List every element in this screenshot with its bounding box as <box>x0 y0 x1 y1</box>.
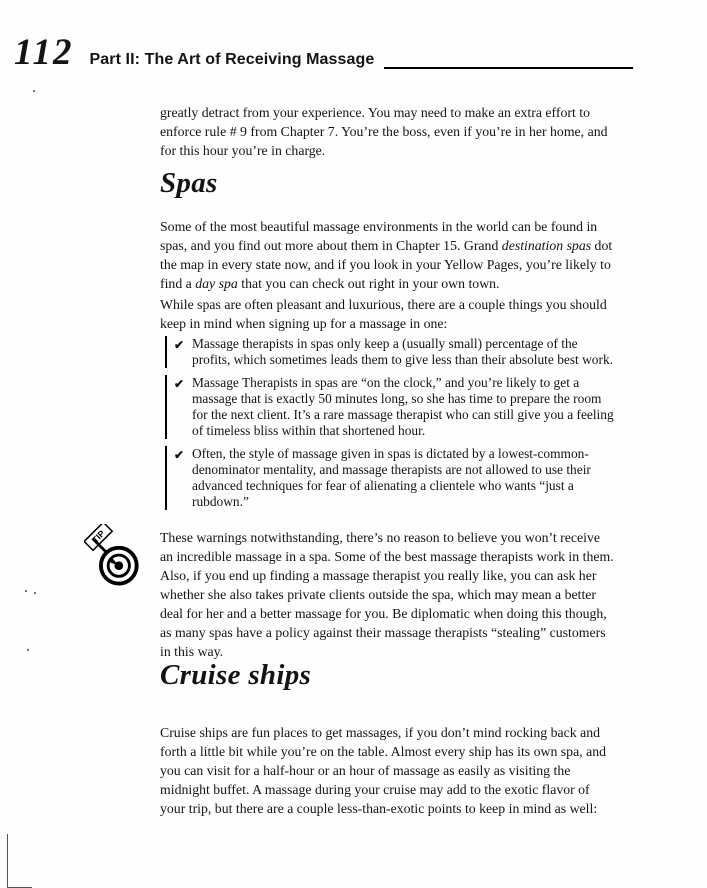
bullet-item <box>165 446 614 510</box>
cruise-paragraph: Cruise ships are fun places to get massages, if you don’t mind rocking back and forth a little bit while you’re on the table. Almost every ship has its own spa, and you can visit for a half-hour or an hour of massage as easily as visiting the midnight buffet. A massage during your cruise may add to the exotic flavor of your trip, but there are a couple less-than-exotic points to keep in mind as well: <box>160 725 607 816</box>
section-heading-spas: Spas <box>160 167 218 199</box>
part-title: Part II: The Art of Receiving Massage <box>89 51 375 68</box>
scan-artifact-dot <box>27 649 29 651</box>
bullet-item <box>165 336 614 368</box>
bullet-text: Massage Therapists in spas are “on the clock,” and you’re likely to get a massage that is exactly 50 minutes long, so she has time to prepare the room for the next client. It’s a rare massage therapist who can still give you a feeling of timeless bliss within that shortened hour. <box>192 375 614 438</box>
bullet-text: Massage therapists in spas only keep a (usually small) percentage of the profits, which sometimes leads them to give less than their absolute best work. <box>192 336 613 367</box>
scan-artifact-dot <box>33 90 35 92</box>
bullet-item <box>165 375 614 439</box>
spas-paragraph-2: While spas are often pleasant and luxurious, there are a couple things you should keep in mind when signing up for a massage in one: <box>160 297 607 331</box>
spas-paragraph-1 <box>160 217 614 293</box>
spas-p1-text-c: dot the map in every state now, and if you look in your Yellow Pages, you’re likely to find a <box>160 238 613 291</box>
tip-target-icon <box>84 524 142 588</box>
spas-p1-italic-day-spa: day spa <box>195 276 238 291</box>
page-number: 112 <box>14 32 74 73</box>
bullet-text: Often, the style of massage given in spas is dictated by a lowest-common-denominator mentality, and massage therapists are not allowed to use their advanced techniques for fear of alienating a clientele who wants “just a rubdown.” <box>192 446 591 509</box>
section-heading-cruise-ships: Cruise ships <box>160 659 312 691</box>
tip-icon-label: TIP <box>90 528 107 545</box>
running-head <box>14 34 633 71</box>
scan-artifact-dot <box>34 592 36 594</box>
check-bullet-icon: ✔ <box>174 338 185 352</box>
intro-paragraph: greatly detract from your experience. You may need to make an extra effort to enforce rule # 9 from Chapter 7. You’re the boss, even if you’re in her home, and for this hour you’re in charge. <box>160 105 608 158</box>
spas-p1-text-a: Some of the most beautiful massage environments in the world can be found in spas, and you find out more about them in Chapter 15. Grand <box>160 219 598 253</box>
scan-artifact-corner <box>7 834 32 888</box>
scan-artifact-dot <box>25 590 27 592</box>
spas-bullet-list <box>160 336 614 510</box>
spas-p1-italic-destination-spas: destination spas <box>501 238 592 253</box>
check-bullet-icon: ✔ <box>174 448 185 462</box>
header-rule <box>384 67 633 69</box>
check-bullet-icon: ✔ <box>174 377 185 391</box>
tip-paragraph: These warnings notwithstanding, there’s no reason to believe you won’t receive an incredible massage in a spa. Some of the best massage therapists work in them. Also, if you end up finding a massage therapist you really like, you can ask her whether she also takes private clients outside the spa, which may mean a better deal for her and a better massage for you. Be diplomatic when doing this though, as many spas have a policy against their massage therapists “stealing” customers in this way. <box>160 530 614 659</box>
spas-p1-text-e: that you can check out right in your own town. <box>237 276 500 291</box>
